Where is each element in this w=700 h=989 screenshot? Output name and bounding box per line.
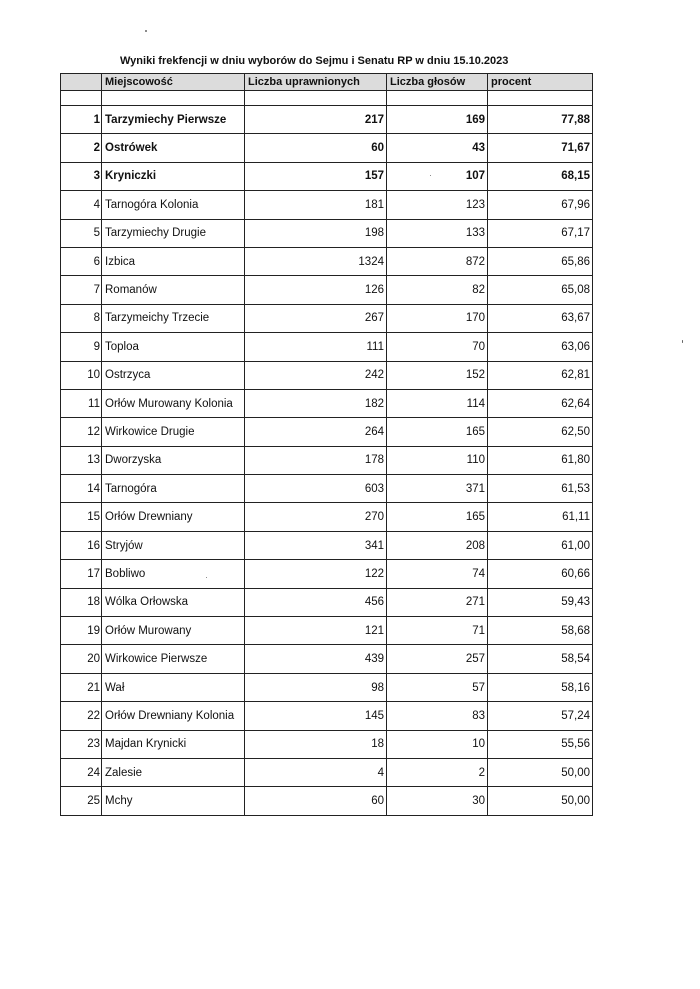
row-eligible: 1324 bbox=[245, 247, 387, 275]
table-row bbox=[61, 191, 593, 219]
row-eligible: 267 bbox=[245, 304, 387, 332]
row-votes: 872 bbox=[387, 247, 488, 275]
row-votes: 2 bbox=[387, 758, 488, 786]
row-percent: 62,64 bbox=[488, 389, 593, 417]
table-row bbox=[61, 418, 593, 446]
row-eligible: 145 bbox=[245, 702, 387, 730]
row-percent: 58,68 bbox=[488, 617, 593, 645]
row-place: Wirkowice Pierwsze bbox=[102, 645, 245, 673]
row-place: Wólka Orłowska bbox=[102, 588, 245, 616]
row-eligible: 60 bbox=[245, 134, 387, 162]
table-row bbox=[61, 758, 593, 786]
row-eligible: 439 bbox=[245, 645, 387, 673]
row-percent: 65,86 bbox=[488, 247, 593, 275]
row-eligible: 182 bbox=[245, 389, 387, 417]
row-percent: 62,81 bbox=[488, 361, 593, 389]
header-place: Miejscowość bbox=[102, 74, 245, 91]
row-eligible: 341 bbox=[245, 531, 387, 559]
table-row bbox=[61, 162, 593, 190]
row-number: 25 bbox=[61, 787, 102, 815]
row-eligible: 242 bbox=[245, 361, 387, 389]
row-eligible: 198 bbox=[245, 219, 387, 247]
table-row bbox=[61, 531, 593, 559]
row-votes: 74 bbox=[387, 560, 488, 588]
row-votes: 107 bbox=[387, 162, 488, 190]
row-percent: 61,53 bbox=[488, 475, 593, 503]
row-votes: 82 bbox=[387, 276, 488, 304]
row-place: Zalesie bbox=[102, 758, 245, 786]
row-number: 13 bbox=[61, 446, 102, 474]
row-percent: 55,56 bbox=[488, 730, 593, 758]
row-number: 14 bbox=[61, 475, 102, 503]
row-eligible: 603 bbox=[245, 475, 387, 503]
table-row bbox=[61, 446, 593, 474]
row-number: 6 bbox=[61, 247, 102, 275]
table-row bbox=[61, 702, 593, 730]
row-number: 18 bbox=[61, 588, 102, 616]
table-body bbox=[61, 106, 593, 816]
row-votes: 133 bbox=[387, 219, 488, 247]
table-row bbox=[61, 389, 593, 417]
table-row bbox=[61, 134, 593, 162]
row-percent: 61,11 bbox=[488, 503, 593, 531]
row-percent: 77,88 bbox=[488, 106, 593, 134]
row-eligible: 121 bbox=[245, 617, 387, 645]
header-votes: Liczba głosów bbox=[387, 74, 488, 91]
table-row bbox=[61, 560, 593, 588]
row-place: Ostrówek bbox=[102, 134, 245, 162]
row-votes: 57 bbox=[387, 673, 488, 701]
turnout-table bbox=[60, 73, 593, 816]
row-votes: 71 bbox=[387, 617, 488, 645]
row-place: Orłów Drewniany bbox=[102, 503, 245, 531]
row-number: 21 bbox=[61, 673, 102, 701]
scan-speck bbox=[682, 340, 683, 343]
row-number: 9 bbox=[61, 333, 102, 361]
table-row bbox=[61, 475, 593, 503]
row-number: 7 bbox=[61, 276, 102, 304]
row-number: 11 bbox=[61, 389, 102, 417]
row-votes: 123 bbox=[387, 191, 488, 219]
row-number: 23 bbox=[61, 730, 102, 758]
row-place: Tarzymeichy Trzecie bbox=[102, 304, 245, 332]
row-eligible: 270 bbox=[245, 503, 387, 531]
row-votes: 43 bbox=[387, 134, 488, 162]
row-number: 20 bbox=[61, 645, 102, 673]
row-votes: 152 bbox=[387, 361, 488, 389]
row-eligible: 264 bbox=[245, 418, 387, 446]
table-row bbox=[61, 645, 593, 673]
row-votes: 70 bbox=[387, 333, 488, 361]
row-percent: 59,43 bbox=[488, 588, 593, 616]
row-place: Ostrzyca bbox=[102, 361, 245, 389]
row-eligible: 18 bbox=[245, 730, 387, 758]
row-eligible: 126 bbox=[245, 276, 387, 304]
row-place: Wał bbox=[102, 673, 245, 701]
table-row bbox=[61, 503, 593, 531]
scan-speck bbox=[206, 577, 207, 578]
row-votes: 271 bbox=[387, 588, 488, 616]
row-votes: 170 bbox=[387, 304, 488, 332]
row-place: Wirkowice Drugie bbox=[102, 418, 245, 446]
document-title: Wyniki frekfencji w dniu wyborów do Sejmu i Senatu RP w dniu 15.10.2023 bbox=[120, 55, 509, 67]
row-eligible: 181 bbox=[245, 191, 387, 219]
table-row bbox=[61, 304, 593, 332]
row-place: Kryniczki bbox=[102, 162, 245, 190]
row-number: 10 bbox=[61, 361, 102, 389]
row-place: Mchy bbox=[102, 787, 245, 815]
row-place: Tarzymiechy Drugie bbox=[102, 219, 245, 247]
row-number: 16 bbox=[61, 531, 102, 559]
row-votes: 208 bbox=[387, 531, 488, 559]
row-votes: 30 bbox=[387, 787, 488, 815]
table-row bbox=[61, 106, 593, 134]
row-percent: 61,80 bbox=[488, 446, 593, 474]
row-number: 4 bbox=[61, 191, 102, 219]
table-row bbox=[61, 333, 593, 361]
row-place: Romanów bbox=[102, 276, 245, 304]
table-row bbox=[61, 247, 593, 275]
header-eligible: Liczba uprawnionych bbox=[245, 74, 387, 91]
row-votes: 165 bbox=[387, 503, 488, 531]
row-percent: 61,00 bbox=[488, 531, 593, 559]
row-place: Toploa bbox=[102, 333, 245, 361]
row-number: 8 bbox=[61, 304, 102, 332]
row-eligible: 456 bbox=[245, 588, 387, 616]
row-eligible: 178 bbox=[245, 446, 387, 474]
row-eligible: 157 bbox=[245, 162, 387, 190]
table-row bbox=[61, 276, 593, 304]
row-place: Tarzymiechy Pierwsze bbox=[102, 106, 245, 134]
row-percent: 58,54 bbox=[488, 645, 593, 673]
table-row bbox=[61, 617, 593, 645]
row-eligible: 4 bbox=[245, 758, 387, 786]
row-percent: 71,67 bbox=[488, 134, 593, 162]
spacer-row bbox=[61, 91, 593, 106]
row-place: Stryjów bbox=[102, 531, 245, 559]
row-votes: 10 bbox=[387, 730, 488, 758]
row-percent: 68,15 bbox=[488, 162, 593, 190]
row-percent: 57,24 bbox=[488, 702, 593, 730]
row-eligible: 217 bbox=[245, 106, 387, 134]
row-place: Bobliwo bbox=[102, 560, 245, 588]
row-votes: 257 bbox=[387, 645, 488, 673]
row-votes: 169 bbox=[387, 106, 488, 134]
table-row bbox=[61, 361, 593, 389]
row-number: 19 bbox=[61, 617, 102, 645]
row-number: 24 bbox=[61, 758, 102, 786]
row-percent: 67,96 bbox=[488, 191, 593, 219]
row-place: Tarnogóra bbox=[102, 475, 245, 503]
header-percent: procent bbox=[488, 74, 593, 91]
table-row bbox=[61, 730, 593, 758]
row-number: 2 bbox=[61, 134, 102, 162]
row-eligible: 60 bbox=[245, 787, 387, 815]
table-row bbox=[61, 673, 593, 701]
row-percent: 65,08 bbox=[488, 276, 593, 304]
row-votes: 110 bbox=[387, 446, 488, 474]
header-number bbox=[61, 74, 102, 91]
row-votes: 114 bbox=[387, 389, 488, 417]
row-number: 17 bbox=[61, 560, 102, 588]
row-place: Izbica bbox=[102, 247, 245, 275]
row-percent: 50,00 bbox=[488, 787, 593, 815]
row-votes: 165 bbox=[387, 418, 488, 446]
row-number: 1 bbox=[61, 106, 102, 134]
table-row bbox=[61, 219, 593, 247]
scan-speck bbox=[430, 175, 431, 176]
row-percent: 63,06 bbox=[488, 333, 593, 361]
row-eligible: 111 bbox=[245, 333, 387, 361]
row-percent: 63,67 bbox=[488, 304, 593, 332]
row-place: Dworzyska bbox=[102, 446, 245, 474]
row-votes: 83 bbox=[387, 702, 488, 730]
row-percent: 58,16 bbox=[488, 673, 593, 701]
row-place: Tarnogóra Kolonia bbox=[102, 191, 245, 219]
table-row bbox=[61, 588, 593, 616]
row-eligible: 122 bbox=[245, 560, 387, 588]
scan-speck bbox=[145, 30, 147, 32]
row-place: Orłów Murowany bbox=[102, 617, 245, 645]
row-votes: 371 bbox=[387, 475, 488, 503]
row-number: 12 bbox=[61, 418, 102, 446]
row-number: 22 bbox=[61, 702, 102, 730]
row-place: Orłów Drewniany Kolonia bbox=[102, 702, 245, 730]
row-percent: 50,00 bbox=[488, 758, 593, 786]
row-percent: 62,50 bbox=[488, 418, 593, 446]
row-number: 5 bbox=[61, 219, 102, 247]
row-number: 3 bbox=[61, 162, 102, 190]
row-percent: 67,17 bbox=[488, 219, 593, 247]
header-row bbox=[61, 74, 593, 91]
row-number: 15 bbox=[61, 503, 102, 531]
table-row bbox=[61, 787, 593, 815]
row-place: Majdan Krynicki bbox=[102, 730, 245, 758]
row-eligible: 98 bbox=[245, 673, 387, 701]
row-percent: 60,66 bbox=[488, 560, 593, 588]
row-place: Orłów Murowany Kolonia bbox=[102, 389, 245, 417]
